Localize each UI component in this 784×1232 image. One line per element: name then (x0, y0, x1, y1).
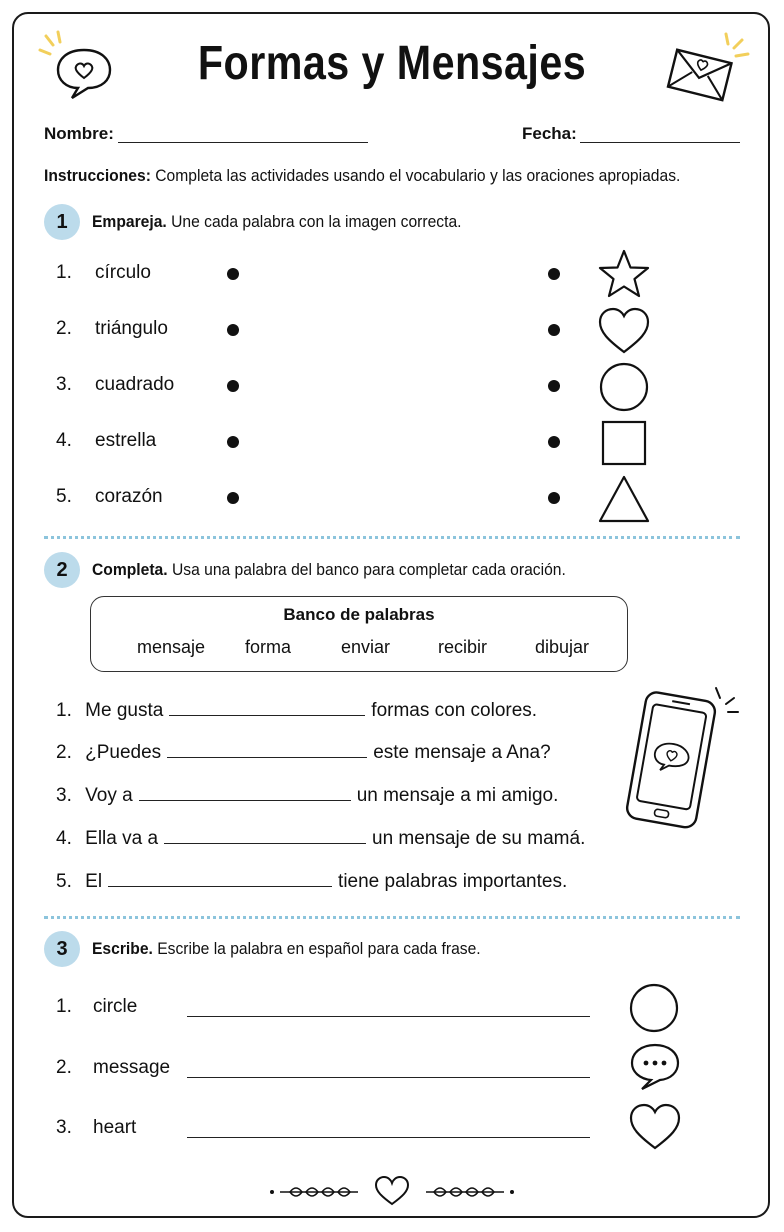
sentence-after: un mensaje a mi amigo. (356, 785, 559, 806)
sentence-blank[interactable] (167, 741, 367, 758)
sentence-2 (56, 741, 551, 764)
sentence-after: formas con colores. (371, 700, 538, 721)
phone-icon (622, 684, 742, 834)
match-dot-right[interactable] (548, 436, 560, 448)
section-2-badge: 2 (44, 552, 80, 588)
match-dot-right[interactable] (548, 324, 560, 336)
sentence-blank[interactable] (108, 870, 332, 887)
section-1-title: Empareja. (92, 212, 167, 231)
write-answer-line[interactable] (187, 1137, 590, 1138)
match-dot-right[interactable] (548, 380, 560, 392)
match-word: cuadrado (95, 374, 175, 395)
match-dot-right[interactable] (548, 492, 560, 504)
match-dot-left[interactable] (227, 436, 239, 448)
sentence-after: este mensaje a Ana? (373, 742, 551, 763)
match-number: 4. (56, 430, 72, 451)
word-bank-item: mensaje (137, 637, 206, 657)
match-dot-left[interactable] (227, 268, 239, 280)
star-icon (596, 248, 652, 300)
section-3-badge: 3 (44, 931, 80, 967)
sentence-before: Ella va a (85, 828, 159, 849)
word-bank-title: Banco de palabras (283, 605, 435, 624)
footer-ornament-icon (262, 1172, 522, 1212)
write-word: message (93, 1057, 171, 1078)
sentence-number: 4. (56, 828, 72, 849)
sentence-before: Voy a (85, 785, 133, 806)
section-2-heading (92, 560, 566, 580)
sentence-before: ¿Puedes (85, 742, 162, 763)
sentence-1 (56, 699, 537, 722)
match-dot-left[interactable] (227, 324, 239, 336)
page-title: Formas y Mensajes (197, 37, 587, 90)
circle-icon (598, 361, 650, 413)
match-word: corazón (95, 486, 163, 507)
match-word: triángulo (95, 318, 168, 339)
write-number: 1. (56, 996, 72, 1017)
section-1-text: Une cada palabra con la imagen correcta. (166, 212, 462, 231)
square-icon (600, 419, 648, 467)
sentence-after: un mensaje de su mamá. (372, 828, 586, 849)
section-3-heading (92, 939, 481, 959)
section-3-text: Escribe la palabra en español para cada frase. (152, 939, 481, 958)
sentence-4 (56, 827, 585, 850)
word-bank-item: recibir (438, 637, 488, 657)
match-number: 1. (56, 262, 72, 283)
match-word: círculo (95, 262, 151, 283)
word-bank-item: dibujar (535, 637, 590, 657)
sentence-number: 3. (56, 785, 72, 806)
section-1-heading (92, 212, 461, 232)
write-answer-line[interactable] (187, 1016, 590, 1017)
section-divider (44, 536, 740, 539)
word-bank-item: enviar (341, 637, 391, 657)
section-divider (44, 916, 740, 919)
match-number: 3. (56, 374, 72, 395)
write-word: circle (93, 996, 138, 1017)
match-number: 5. (56, 486, 72, 507)
write-number: 3. (56, 1117, 72, 1138)
sentence-before: Me gusta (85, 700, 164, 721)
write-word: heart (93, 1117, 137, 1138)
write-answer-line[interactable] (187, 1077, 590, 1078)
sentence-blank[interactable] (139, 784, 351, 801)
sentence-3 (56, 784, 558, 807)
triangle-icon (596, 473, 652, 525)
heart-icon (596, 306, 652, 356)
speech-bubble-icon (628, 1042, 682, 1092)
section-2-title: Completa. (92, 560, 168, 579)
match-word: estrella (95, 430, 157, 451)
match-number: 2. (56, 318, 72, 339)
date-field[interactable] (580, 142, 740, 143)
sentence-before: El (85, 871, 103, 892)
word-bank-item: forma (245, 637, 292, 657)
sentence-after: tiene palabras importantes. (338, 871, 568, 892)
match-dot-left[interactable] (227, 492, 239, 504)
sentence-number: 5. (56, 871, 72, 892)
instructions (44, 166, 680, 186)
instructions-label: Instrucciones: (44, 166, 151, 185)
section-1-badge: 1 (44, 204, 80, 240)
circle-icon (628, 982, 680, 1034)
section-3-title: Escribe. (92, 939, 153, 958)
sentence-blank[interactable] (164, 827, 366, 844)
heart-icon (628, 1102, 682, 1152)
sentence-number: 2. (56, 742, 72, 763)
name-field[interactable] (118, 142, 368, 143)
section-2-text: Usa una palabra del banco para completar cada oración. (167, 560, 566, 579)
instructions-text: Completa las actividades usando el vocabulario y las oraciones apropiadas. (150, 166, 681, 185)
name-label: Nombre: (44, 124, 114, 143)
sentence-5 (56, 870, 567, 893)
match-dot-right[interactable] (548, 268, 560, 280)
sentence-number: 1. (56, 700, 72, 721)
date-label: Fecha: (522, 124, 577, 143)
match-dot-left[interactable] (227, 380, 239, 392)
sentence-blank[interactable] (169, 699, 365, 716)
write-number: 2. (56, 1057, 72, 1078)
